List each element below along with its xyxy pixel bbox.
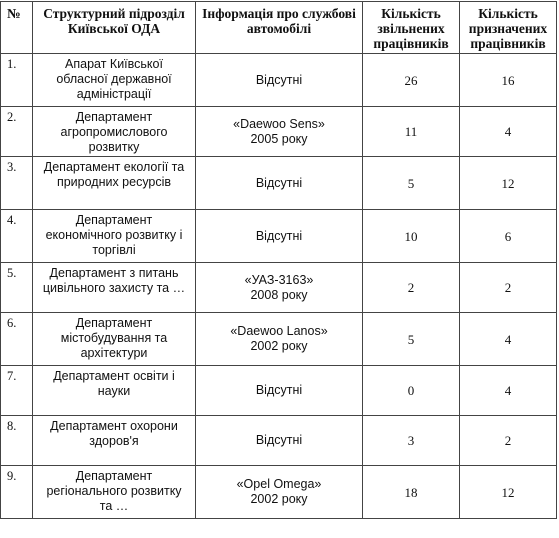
table-row <box>1 210 557 263</box>
dismissed-count: 10 <box>363 210 460 263</box>
department-line: Департамент <box>75 469 153 483</box>
row-number: 4. <box>1 210 33 263</box>
cars-line: Відсутні <box>255 72 303 87</box>
row-number: 2. <box>1 107 33 157</box>
row-number: 6. <box>1 313 33 366</box>
table-row <box>1 157 557 210</box>
cars-cell <box>196 416 363 466</box>
department-line: та … <box>99 499 129 513</box>
appointed-count: 4 <box>460 366 557 416</box>
header-number: № <box>1 2 33 54</box>
department-line: Департамент з питань <box>49 266 179 280</box>
table-row <box>1 416 557 466</box>
department-cell <box>33 313 196 366</box>
dismissed-count: 5 <box>363 313 460 366</box>
cars-line: «УАЗ-3163» <box>244 272 314 287</box>
department-line: Апарат Київської <box>65 57 163 71</box>
department-line: регіонального розвитку <box>46 484 182 498</box>
header-dismissed: Кількість звільнених працівників <box>363 2 460 54</box>
department-cell <box>33 466 196 519</box>
department-line: містобудування та <box>60 331 168 345</box>
department-line: Департамент освіти і <box>53 369 175 383</box>
row-number: 3. <box>1 157 33 210</box>
appointed-count: 16 <box>460 54 557 107</box>
cars-cell <box>196 313 363 366</box>
appointed-count: 12 <box>460 157 557 210</box>
cars-cell <box>196 466 363 519</box>
dismissed-count: 0 <box>363 366 460 416</box>
table-row <box>1 313 557 366</box>
row-number: 8. <box>1 416 33 466</box>
department-line: адміністрації <box>76 87 152 101</box>
department-line: Департамент <box>75 213 153 227</box>
department-line: Департамент <box>75 316 153 330</box>
department-line: Департамент <box>75 110 153 124</box>
cars-cell <box>196 54 363 107</box>
department-line: цивільного захисту та … <box>42 281 186 295</box>
cars-cell <box>196 366 363 416</box>
appointed-count: 2 <box>460 416 557 466</box>
department-cell <box>33 107 196 157</box>
department-line: Департамент охорони <box>50 419 178 433</box>
table-row <box>1 263 557 313</box>
dismissed-count: 5 <box>363 157 460 210</box>
header-cars: Інформація про службові автомобілі <box>196 2 363 54</box>
cars-cell <box>196 107 363 157</box>
appointed-count: 12 <box>460 466 557 519</box>
table-body <box>1 54 557 519</box>
department-line: архітектури <box>80 346 148 360</box>
cars-line: 2002 року <box>250 492 308 506</box>
department-cell <box>33 366 196 416</box>
department-line: природних ресурсів <box>56 175 172 189</box>
dismissed-count: 2 <box>363 263 460 313</box>
cars-line: «Daewoo Lanos» <box>230 324 328 338</box>
cars-cell <box>196 263 363 313</box>
header-appointed: Кількість призначених працівників <box>460 2 557 54</box>
department-line: торгівлі <box>92 243 136 257</box>
row-number: 9. <box>1 466 33 519</box>
cars-line: Відсутні <box>255 175 303 190</box>
department-cell <box>33 54 196 107</box>
header-row <box>1 2 557 54</box>
appointed-count: 4 <box>460 313 557 366</box>
dismissed-count: 26 <box>363 54 460 107</box>
row-number: 5. <box>1 263 33 313</box>
cars-line: Відсутні <box>255 228 303 243</box>
department-cell <box>33 263 196 313</box>
cars-line: 2005 року <box>250 131 308 146</box>
department-cell <box>33 210 196 263</box>
header-department: Структурний підрозділ Київської ОДА <box>33 2 196 54</box>
dismissed-count: 11 <box>363 107 460 157</box>
cars-line: Відсутні <box>255 383 303 397</box>
cars-line: Відсутні <box>255 433 303 447</box>
dismissed-count: 3 <box>363 416 460 466</box>
appointed-count: 6 <box>460 210 557 263</box>
cars-line: 2002 року <box>250 339 308 353</box>
department-line: розвитку <box>88 140 140 154</box>
cars-line: 2008 року <box>250 287 308 302</box>
department-line: Департамент екології та <box>43 160 185 174</box>
department-line: науки <box>97 384 131 398</box>
department-cell <box>33 157 196 210</box>
department-line: обласної державної <box>56 72 172 86</box>
table-row <box>1 54 557 107</box>
dismissed-count: 18 <box>363 466 460 519</box>
row-number: 1. <box>1 54 33 107</box>
appointed-count: 2 <box>460 263 557 313</box>
department-line: здоров'я <box>89 434 139 448</box>
cars-line: «Opel Omega» <box>236 477 322 491</box>
table-row <box>1 466 557 519</box>
cars-line: «Daewoo Sens» <box>233 116 325 131</box>
department-line: агропромислового <box>60 125 168 139</box>
officials-table <box>0 1 557 519</box>
department-cell <box>33 416 196 466</box>
appointed-count: 4 <box>460 107 557 157</box>
cars-cell <box>196 157 363 210</box>
table-row <box>1 366 557 416</box>
cars-cell <box>196 210 363 263</box>
table-row <box>1 107 557 157</box>
department-line: економічного розвитку і <box>45 228 183 242</box>
row-number: 7. <box>1 366 33 416</box>
